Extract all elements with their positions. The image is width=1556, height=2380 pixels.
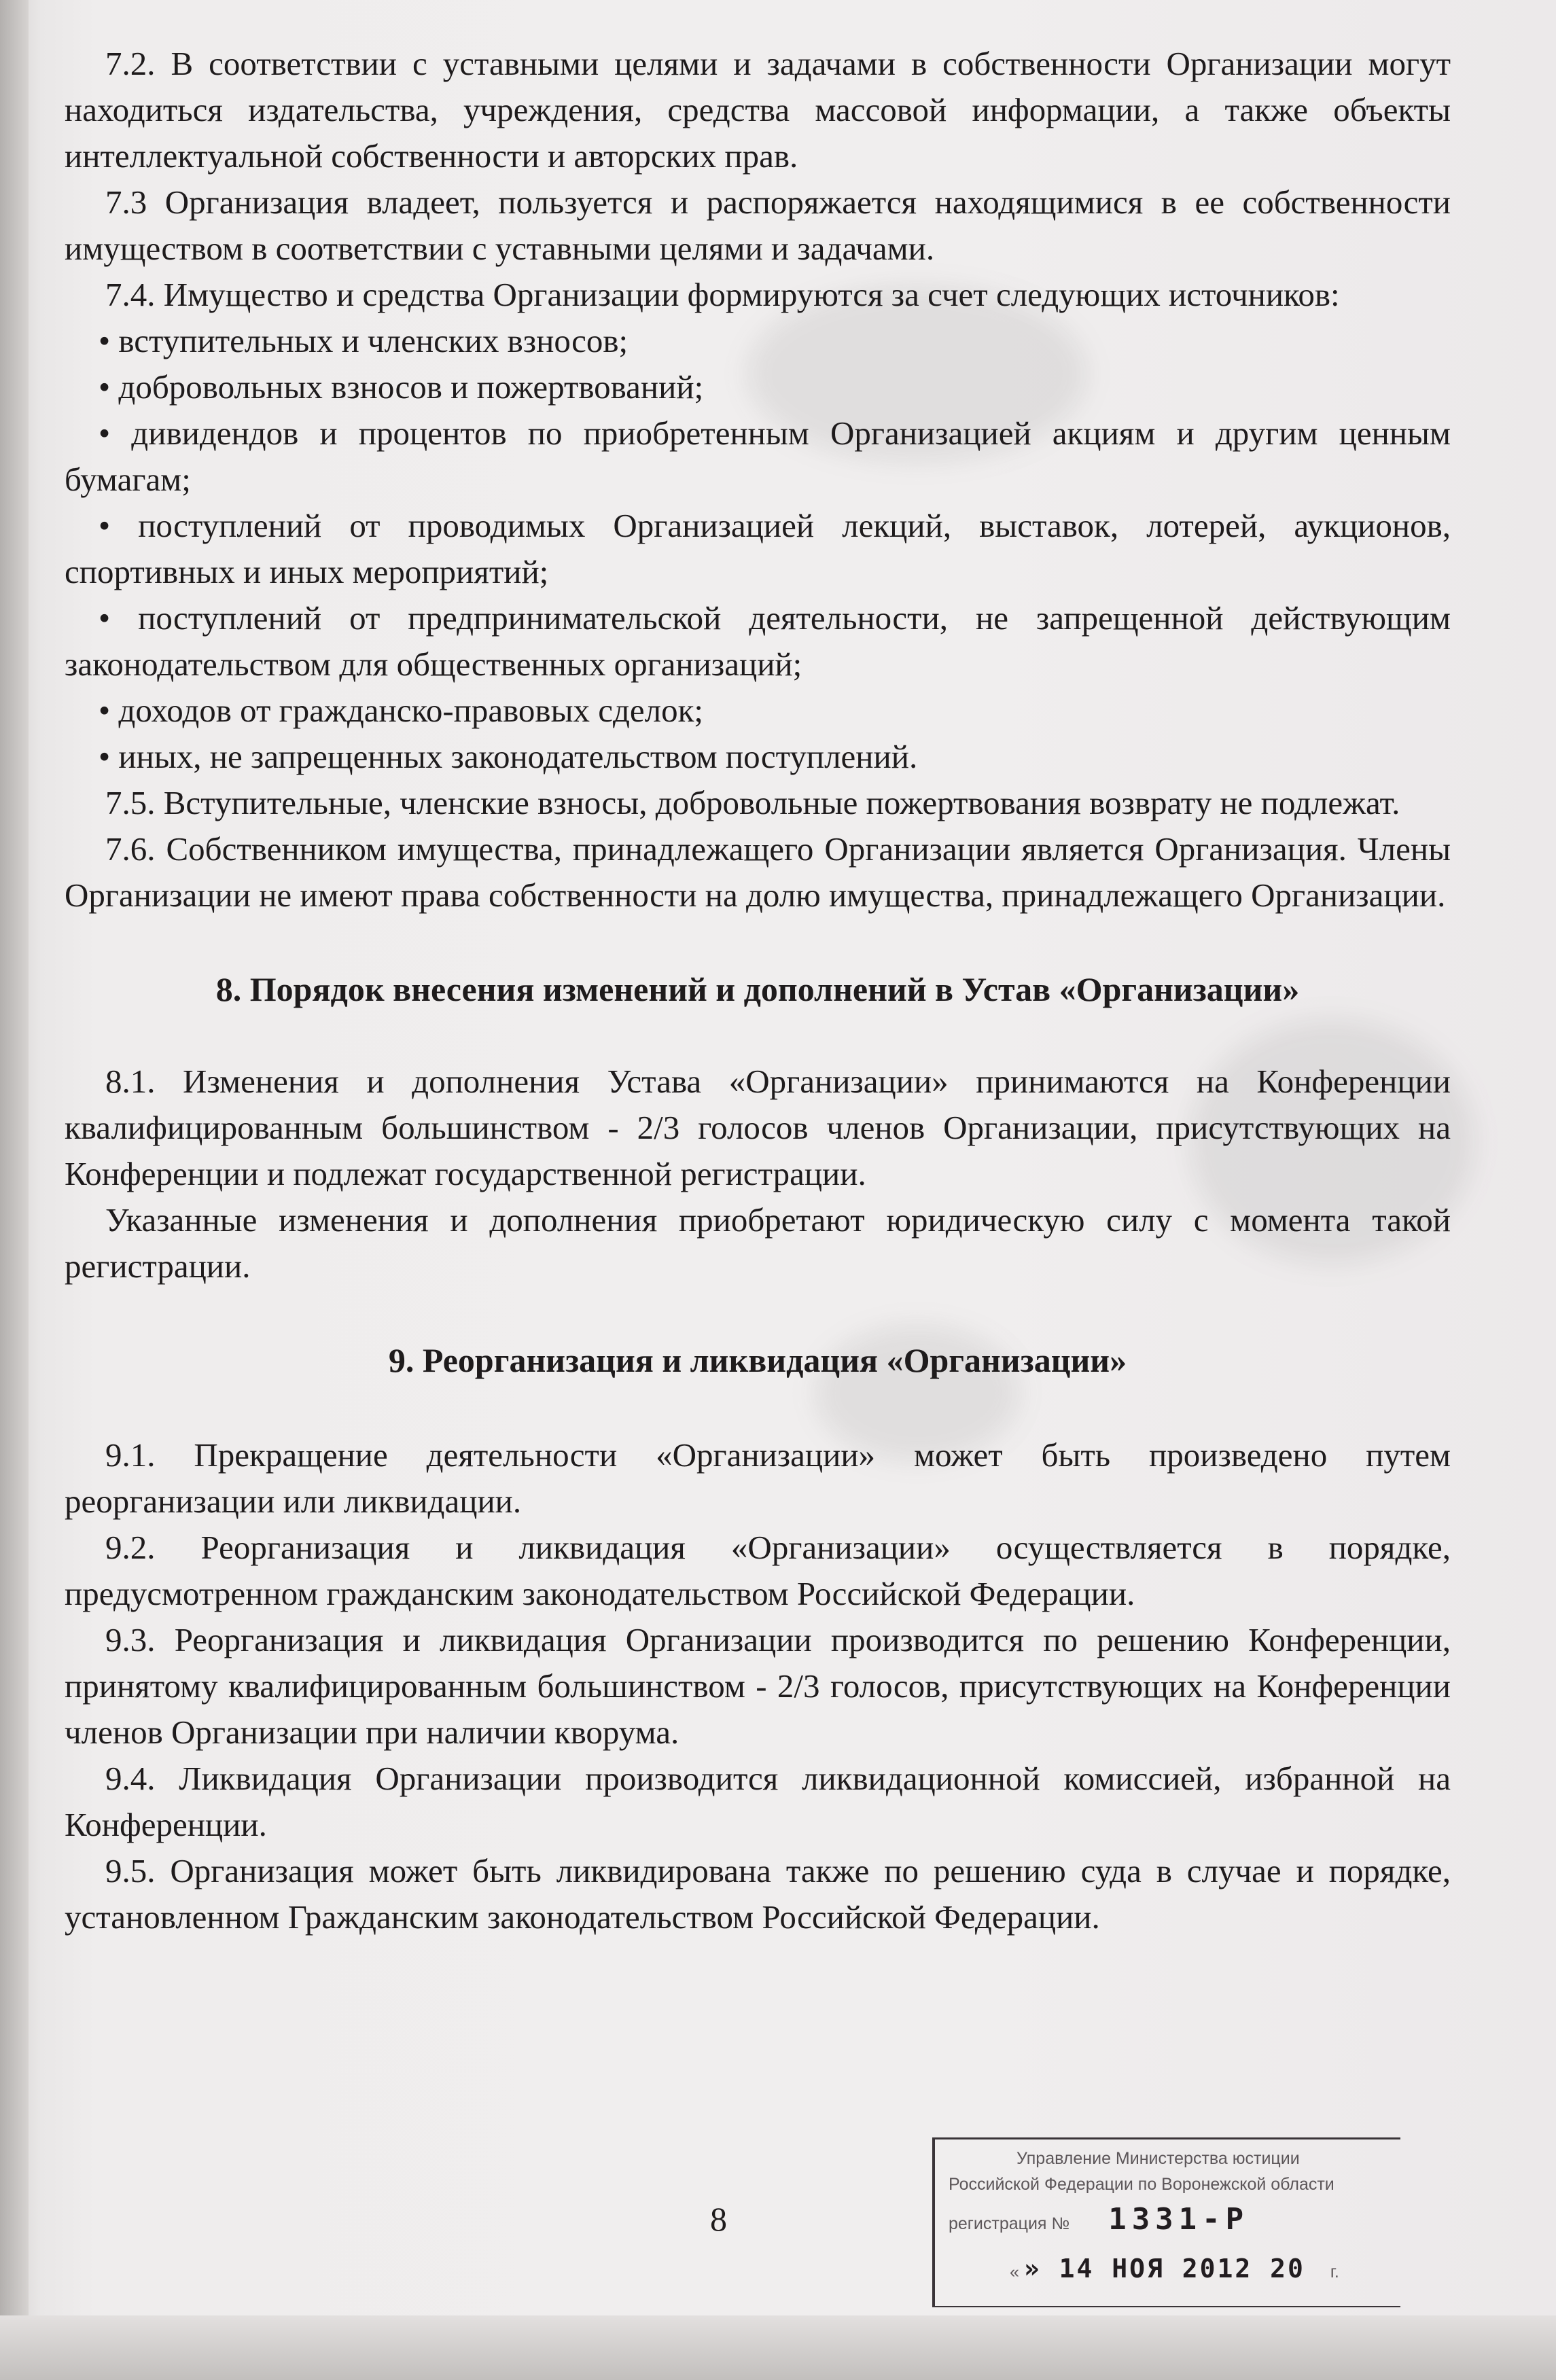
stamp-date-prefix: « [1010,2262,1019,2281]
paragraph-9-4: 9.4. Ликвидация Организации производится ликвидационной комиссией, избранной на Конференции. [65,1760,1451,1843]
page-bottom-edge [0,2315,1556,2380]
registration-stamp [932,2137,1400,2307]
list-item: • доходов от гражданско-правовых сделок; [99,692,704,729]
paragraph-8-note: Указанные изменения и дополнения приобретают юридическую силу с момента такой регистрации. [65,1201,1451,1285]
paragraph-9-2: 9.2. Реорганизация и ликвидация «Организации» осуществляется в порядке, предусмотренном гражданским законодательством Российской Федерации. [65,1529,1451,1612]
stamp-registration [949,2202,1249,2237]
stamp-reg-label: регистрация № [949,2214,1070,2233]
section-8-heading: 8. Порядок внесения изменений и дополнений в Устав «Организации» [215,970,1300,1008]
document-body [65,41,1451,1940]
paragraph-7-3: 7.3 Организация владеет, пользуется и распоряжается находящимися в ее собственности имуществом в соответствии с уставными целями и задачами. [65,183,1451,267]
paragraph-9-5: 9.5. Организация может быть ликвидирована также по решению суда в случае и порядке, установленном Гражданским законодательством Российской Федерации. [65,1852,1451,1936]
stamp-ministry: Управление Министерства юстиции [1016,2149,1300,2168]
stamp-date [1010,2254,1339,2284]
binding-edge [0,0,29,2380]
paragraph-7-6: 7.6. Собственником имущества, принадлежащего Организации является Организация. Члены Организации не имеют права собственности на долю имущества, принадлежащего Организации. [65,830,1451,914]
paragraph-9-1: 9.1. Прекращение деятельности «Организации» может быть произведено путем реорганизации или ликвидации. [65,1436,1451,1520]
stamp-region: Российской Федерации по Воронежской области [949,2175,1334,2194]
list-item: • поступлений от проводимых Организацией лекций, выставок, лотерей, аукционов, спортивных и иных мероприятий; [65,507,1451,590]
stamp-date-value: » 14 НОЯ 2012 20 [1023,2254,1305,2284]
paragraph-7-2: 7.2. В соответствии с уставными целями и задачами в собственности Организации могут находиться издательства, учреждения, средства массовой информации, а также объекты интеллектуальной собственности и авторских прав. [65,45,1451,175]
paragraph-9-3: 9.3. Реорганизация и ликвидация Организации производится по решению Конференции, принятому квалифицированным большинством - 2/3 голосов, присутствующих на Конференции членов Организации при наличии кворума. [65,1621,1451,1751]
paragraph-8-1: 8.1. Изменения и дополнения Устава «Организации» принимаются на Конференции квалифицированным большинством - 2/3 голосов членов Организации, присутствующих на Конференции и подлежат государственной регистрации. [65,1063,1451,1192]
stamp-date-suffix: г. [1330,2262,1339,2281]
list-item: • вступительных и членских взносов; [99,322,629,359]
paragraph-7-5: 7.5. Вступительные, членские взносы, добровольные пожертвования возврату не подлежат. [105,784,1400,821]
section-9-heading: 9. Реорганизация и ликвидация «Организации» [388,1341,1127,1379]
paragraph-7-4: 7.4. Имущество и средства Организации формируются за счет следующих источников: [105,276,1340,313]
list-item: • добровольных взносов и пожертвований; [99,368,704,406]
list-item: • иных, не запрещенных законодательством поступлений. [99,738,918,775]
page-number: 8 [710,2200,727,2238]
list-item: • поступлений от предпринимательской деятельности, не запрещенной действующим законодательством для общественных организаций; [65,599,1451,683]
list-item: • дивидендов и процентов по приобретенным Организацией акциям и другим ценным бумагам; [65,414,1451,498]
stamp-reg-number: 1331-Р [1108,2202,1250,2237]
